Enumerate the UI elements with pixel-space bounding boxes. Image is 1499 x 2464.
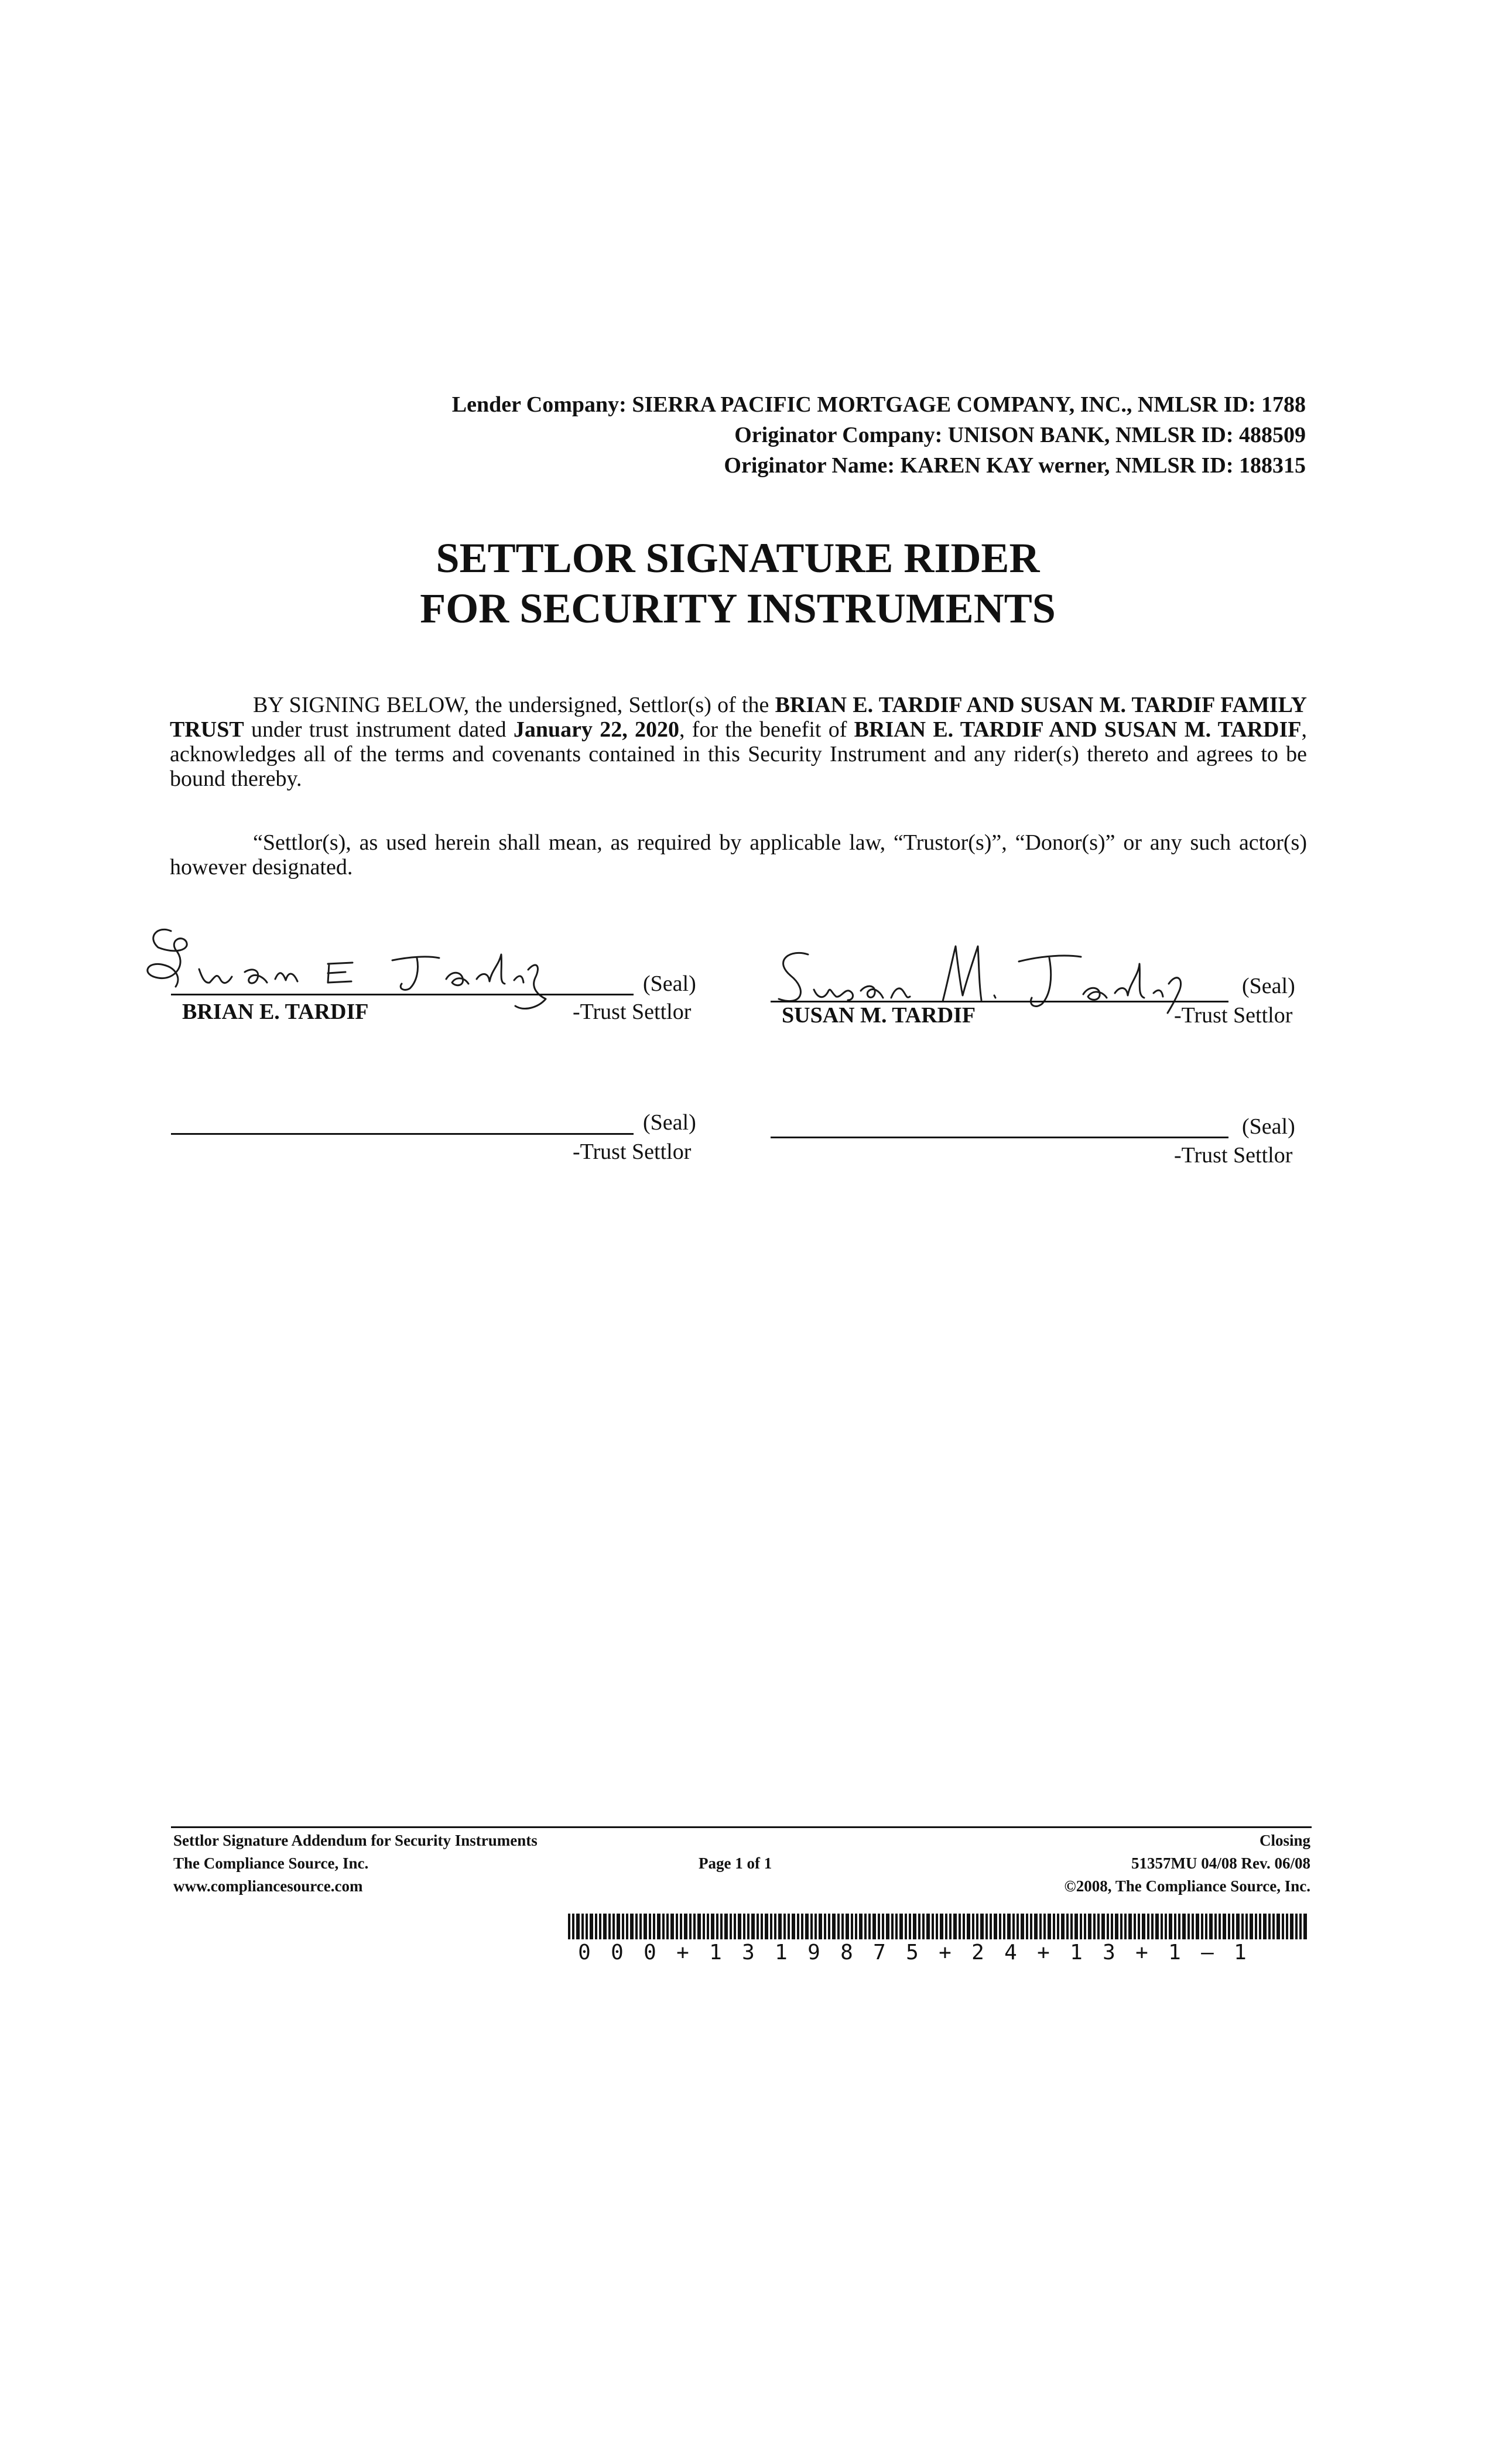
trust-settlor-label-3: -Trust Settlor [573,1139,692,1164]
barcode-bar [1263,1914,1267,1939]
barcode-bar [1219,1914,1221,1939]
signature-line-2 [771,1001,1228,1002]
barcode-bar [846,1914,849,1939]
barcode-bar [1107,1914,1109,1939]
barcode-bar [882,1914,884,1939]
barcode-bar [568,1914,570,1939]
barcode-bar [1155,1914,1159,1939]
barcode [568,1914,1307,1939]
barcode-bar [1097,1914,1100,1939]
barcode-bar [814,1914,817,1939]
barcode-bar [1147,1914,1149,1939]
barcode-bar [626,1914,628,1939]
barcode-bar [630,1914,634,1939]
barcode-bar [1201,1914,1203,1939]
barcode-bar [837,1914,840,1939]
trust-name: BRIAN E. TARDIF AND SUSAN M. TARDIF FAMILY TRUST [170,693,1307,742]
barcode-bar [599,1914,601,1939]
barcode-bar [644,1914,647,1939]
barcode-bar [1192,1914,1194,1939]
barcode-bar [1142,1914,1145,1939]
barcode-digit: 1 [1070,1941,1083,1965]
barcode-digit: 3 [742,1941,755,1965]
barcode-bar [972,1914,974,1939]
barcode-bar [1255,1914,1257,1939]
barcode-bar [1026,1914,1028,1939]
barcode-bar [1241,1914,1244,1939]
barcode-digit: 1 [709,1941,722,1965]
barcode-bar [1268,1914,1271,1939]
barcode-bar [1111,1914,1113,1939]
barcode-digit: + [1135,1941,1148,1965]
barcode-bar [684,1914,687,1939]
barcode-bar [586,1914,588,1939]
barcode-bar [1039,1914,1042,1939]
barcode-bar [859,1914,863,1939]
barcode-bar [693,1914,696,1939]
barcode-digit: 9 [807,1941,820,1965]
barcode-bar [1080,1914,1082,1939]
barcode-bar [1066,1914,1069,1939]
barcode-bar [926,1914,930,1939]
barcode-bar [1245,1914,1248,1939]
barcode-bar [1017,1914,1019,1939]
barcode-bar [1232,1914,1234,1939]
barcode-bar [878,1914,880,1939]
barcode-bar [765,1914,768,1939]
barcode-bar [1124,1914,1127,1939]
barcode-bar [1178,1914,1180,1939]
para1-text-a: BY SIGNING BELOW, the undersigned, Settlor(s) of the [253,693,775,717]
barcode-bar [1303,1914,1307,1939]
barcode-bar [864,1914,867,1939]
barcode-bar [572,1914,574,1939]
barcode-bar [1276,1914,1280,1939]
barcode-digit: + [939,1941,952,1965]
barcode-bar [670,1914,674,1939]
barcode-bar [730,1914,732,1939]
barcode-bar [1128,1914,1132,1939]
barcode-bar [1093,1914,1096,1939]
barcode-bar [828,1914,830,1939]
footer-rule [171,1826,1312,1828]
barcode-bar [899,1914,903,1939]
barcode-bar [819,1914,822,1939]
footer-form-number: 51357MU 04/08 Rev. 06/08 [1131,1854,1310,1872]
footer-copyright: ©2008, The Compliance Source, Inc. [1064,1877,1310,1895]
barcode-bar [985,1914,988,1939]
barcode-bar [895,1914,898,1939]
barcode-bar [1174,1914,1176,1939]
barcode-bar [649,1914,651,1939]
barcode-bar [999,1914,1001,1939]
barcode-bar [622,1914,624,1939]
footer-website: www.compliancesource.com [173,1877,363,1895]
barcode-bar [1074,1914,1078,1939]
barcode-bar [1084,1914,1086,1939]
document-title-line-1: SETTLOR SIGNATURE RIDER [436,535,1040,581]
barcode-bar [657,1914,660,1939]
barcode-bar [994,1914,997,1939]
barcode-bar [1295,1914,1298,1939]
barcode-bar [770,1914,772,1939]
barcode-bar [792,1914,795,1939]
barcode-bar [783,1914,786,1939]
barcode-bar [608,1914,611,1939]
barcode-bar [676,1914,678,1939]
barcode-bar [810,1914,813,1939]
barcode-bar [1151,1914,1154,1939]
barcode-bar [1214,1914,1217,1939]
barcode-bar [855,1914,857,1939]
barcode-bar [774,1914,776,1939]
barcode-bar [1134,1914,1136,1939]
barcode-bar [959,1914,961,1939]
barcode-bar [1209,1914,1213,1939]
acknowledgement-paragraph [170,693,1307,791]
barcode-bar [635,1914,638,1939]
barcode-bar [1012,1914,1015,1939]
barcode-bar [617,1914,620,1939]
barcode-digit: – [1201,1941,1214,1965]
barcode-bar [689,1914,692,1939]
barcode-bar [980,1914,984,1939]
barcode-bar [913,1914,916,1939]
originator-name-line: Originator Name: KAREN KAY werner, NMLSR ID: 188315 [724,453,1306,478]
barcode-bar [711,1914,714,1939]
barcode-bar [1034,1914,1038,1939]
barcode-digit: 5 [906,1941,919,1965]
barcode-bar [805,1914,809,1939]
barcode-bar [590,1914,593,1939]
barcode-bar [1290,1914,1293,1939]
barcode-bar [922,1914,925,1939]
barcode-bar [824,1914,826,1939]
lender-company-line: Lender Company: SIERRA PACIFIC MORTGAGE COMPANY, INC., NMLSR ID: 1788 [451,392,1306,417]
barcode-bar [576,1914,580,1939]
barcode-bar [1138,1914,1140,1939]
barcode-bar [1070,1914,1073,1939]
barcode-digit: + [676,1941,689,1965]
barcode-digit: 4 [1004,1941,1017,1965]
barcode-bar [761,1914,763,1939]
barcode-bar [891,1914,894,1939]
seal-label-1: (Seal) [643,971,696,996]
barcode-bar [1003,1914,1005,1939]
barcode-bar [851,1914,853,1939]
barcode-bar [738,1914,741,1939]
definition-paragraph: “Settlor(s), as used herein shall mean, as required by applicable law, “Trustor(s)”, “Donor(s)” or any such actor(s) however designated. [170,830,1307,879]
barcode-bar [603,1914,607,1939]
barcode-bar [1161,1914,1163,1939]
barcode-bar [1282,1914,1284,1939]
barcode-bar [653,1914,655,1939]
barcode-bar [757,1914,759,1939]
seal-label-2: (Seal) [1242,974,1295,998]
originator-company-line: Originator Company: UNISON BANK, NMLSR ID: 488509 [734,423,1306,447]
barcode-bar [1115,1914,1118,1939]
barcode-bar [967,1914,970,1939]
barcode-bar [1030,1914,1032,1939]
barcode-bar [697,1914,701,1939]
barcode-bar [797,1914,799,1939]
barcode-bar [1061,1914,1065,1939]
barcode-bar [841,1914,844,1939]
barcode-bar [703,1914,705,1939]
barcode-digit: 1 [1234,1941,1247,1965]
barcode-bar [612,1914,615,1939]
barcode-bar [1250,1914,1253,1939]
barcode-digit: 1 [775,1941,788,1965]
barcode-bar [905,1914,907,1939]
footer-closing: Closing [1259,1832,1310,1849]
beneficiaries: BRIAN E. TARDIF AND SUSAN M. TARDIF [854,717,1302,742]
signer-name-2: SUSAN M. TARDIF [782,1003,976,1028]
trust-settlor-label-2: -Trust Settlor [1174,1003,1293,1028]
barcode-bar [1182,1914,1186,1939]
signature-line-4 [771,1137,1228,1138]
barcode-bar [909,1914,911,1939]
para1-text-c: , for the benefit of [679,717,854,742]
barcode-bar [1021,1914,1024,1939]
barcode-bar [936,1914,938,1939]
barcode-bar [680,1914,682,1939]
barcode-bar [595,1914,597,1939]
trust-settlor-label-1: -Trust Settlor [573,1000,692,1024]
barcode-bar [788,1914,790,1939]
barcode-bar [662,1914,665,1939]
barcode-bar [1120,1914,1122,1939]
barcode-bar [872,1914,876,1939]
barcode-bar [832,1914,836,1939]
barcode-bar [945,1914,947,1939]
barcode-bar [1187,1914,1190,1939]
barcode-digit: 7 [873,1941,886,1965]
barcode-bar [1088,1914,1091,1939]
barcode-bar [666,1914,669,1939]
barcode-bar [1165,1914,1167,1939]
seal-label-3: (Seal) [643,1110,696,1135]
para1-text-b: under trust instrument dated [244,717,514,742]
barcode-digit: 0 [611,1941,624,1965]
barcode-bar [949,1914,952,1939]
barcode-bar [1196,1914,1199,1939]
barcode-bar [1286,1914,1288,1939]
barcode-bar [1053,1914,1055,1939]
barcode-bar [1048,1914,1051,1939]
signature-line-3 [171,1133,634,1135]
barcode-bar [747,1914,750,1939]
barcode-bar [1101,1914,1105,1939]
barcode-bar [1007,1914,1011,1939]
barcode-digit: 0 [644,1941,656,1965]
barcode-bar [1236,1914,1240,1939]
trust-settlor-label-4: -Trust Settlor [1174,1143,1293,1168]
barcode-digit: 1 [1168,1941,1181,1965]
barcode-bar [1043,1914,1046,1939]
barcode-bar [720,1914,723,1939]
barcode-bar [918,1914,920,1939]
barcode-bar [778,1914,782,1939]
barcode-digit: 3 [1103,1941,1115,1965]
barcode-digit: + [1037,1941,1050,1965]
barcode-bar [976,1914,978,1939]
barcode-bar [1272,1914,1275,1939]
barcode-bar [801,1914,803,1939]
barcode-bar [1299,1914,1302,1939]
barcode-bar [886,1914,889,1939]
barcode-bar [734,1914,736,1939]
barcode-bar [716,1914,718,1939]
barcode-bar [639,1914,642,1939]
barcode-bar [724,1914,728,1939]
barcode-bar [868,1914,871,1939]
barcode-bar [1223,1914,1226,1939]
barcode-bar [953,1914,957,1939]
signer-name-1: BRIAN E. TARDIF [182,1000,369,1024]
barcode-bar [990,1914,992,1939]
barcode-bar [751,1914,755,1939]
barcode-digit: 2 [971,1941,984,1965]
trust-date: January 22, 2020 [513,717,679,742]
barcode-bar [1259,1914,1261,1939]
barcode-bar [707,1914,709,1939]
footer-company: The Compliance Source, Inc. [173,1854,369,1872]
barcode-digit: 0 [578,1941,591,1965]
footer-form-title: Settlor Signature Addendum for Security Instruments [173,1832,538,1849]
barcode-bar [743,1914,745,1939]
barcode-bar [932,1914,934,1939]
document-title-line-2: FOR SECURITY INSTRUMENTS [420,585,1056,632]
barcode-digits [568,1941,1306,1965]
barcode-bar [940,1914,943,1939]
para1-text-d: , acknowledges all of the terms and covenants contained in this Security Instrument and any rider(s) thereto and agrees to be bound thereby. [170,717,1307,791]
footer-page-number: Page 1 of 1 [699,1854,772,1872]
signature-line-1 [171,994,634,995]
barcode-bar [1205,1914,1207,1939]
barcode-bar [963,1914,965,1939]
seal-label-4: (Seal) [1242,1114,1295,1139]
barcode-bar [1228,1914,1230,1939]
barcode-bar [1169,1914,1172,1939]
barcode-digit: 8 [840,1941,853,1965]
barcode-bar [581,1914,584,1939]
barcode-bar [1057,1914,1059,1939]
